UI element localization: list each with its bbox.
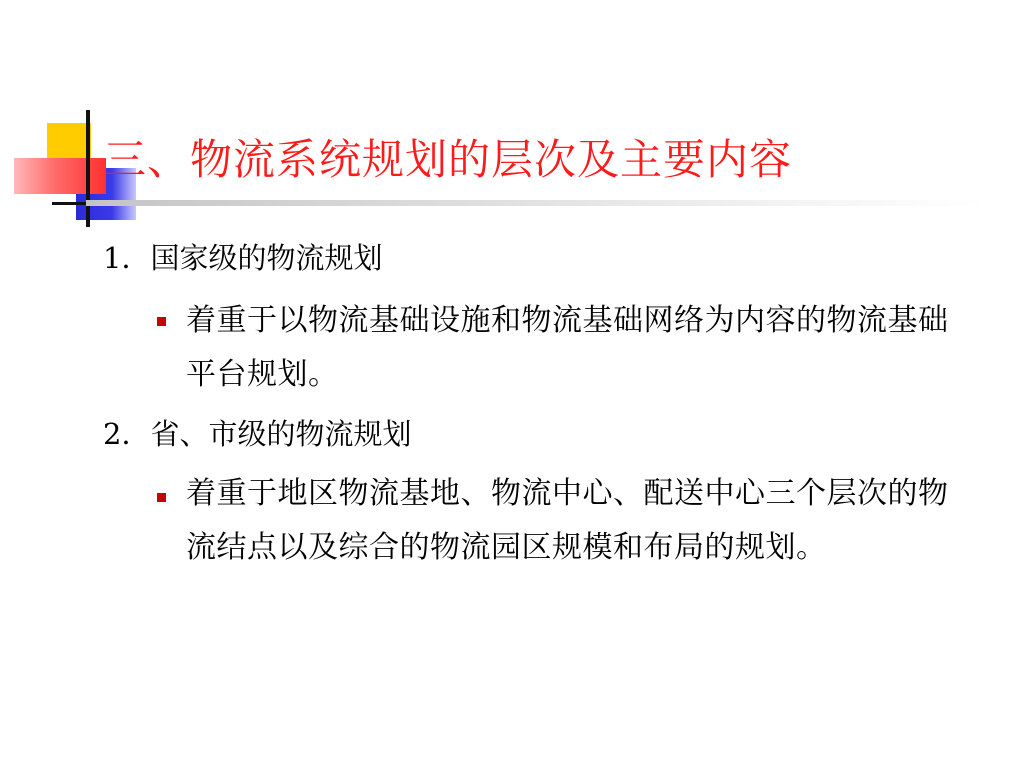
slide-title: 三、物流系统规划的层次及主要内容 (104, 135, 793, 184)
bullet-text-provincial: 着重于地区物流基地、物流中心、配送中心三个层次的物流结点以及综合的物流园区规模和布局的规划。 (186, 476, 949, 565)
list-heading-provincial: 2．省、市级的物流规划 (103, 417, 412, 451)
title-underline (86, 200, 986, 206)
bullet-icon (157, 317, 166, 326)
bullet-icon (157, 493, 166, 502)
list-heading-national: 1．国家级的物流规划 (103, 241, 383, 275)
bullet-text-national: 着重于以物流基础设施和物流基础网络为内容的物流基础平台规划。 (186, 303, 949, 392)
logo-vertical-line (86, 110, 90, 227)
logo-red-bar (14, 158, 106, 194)
